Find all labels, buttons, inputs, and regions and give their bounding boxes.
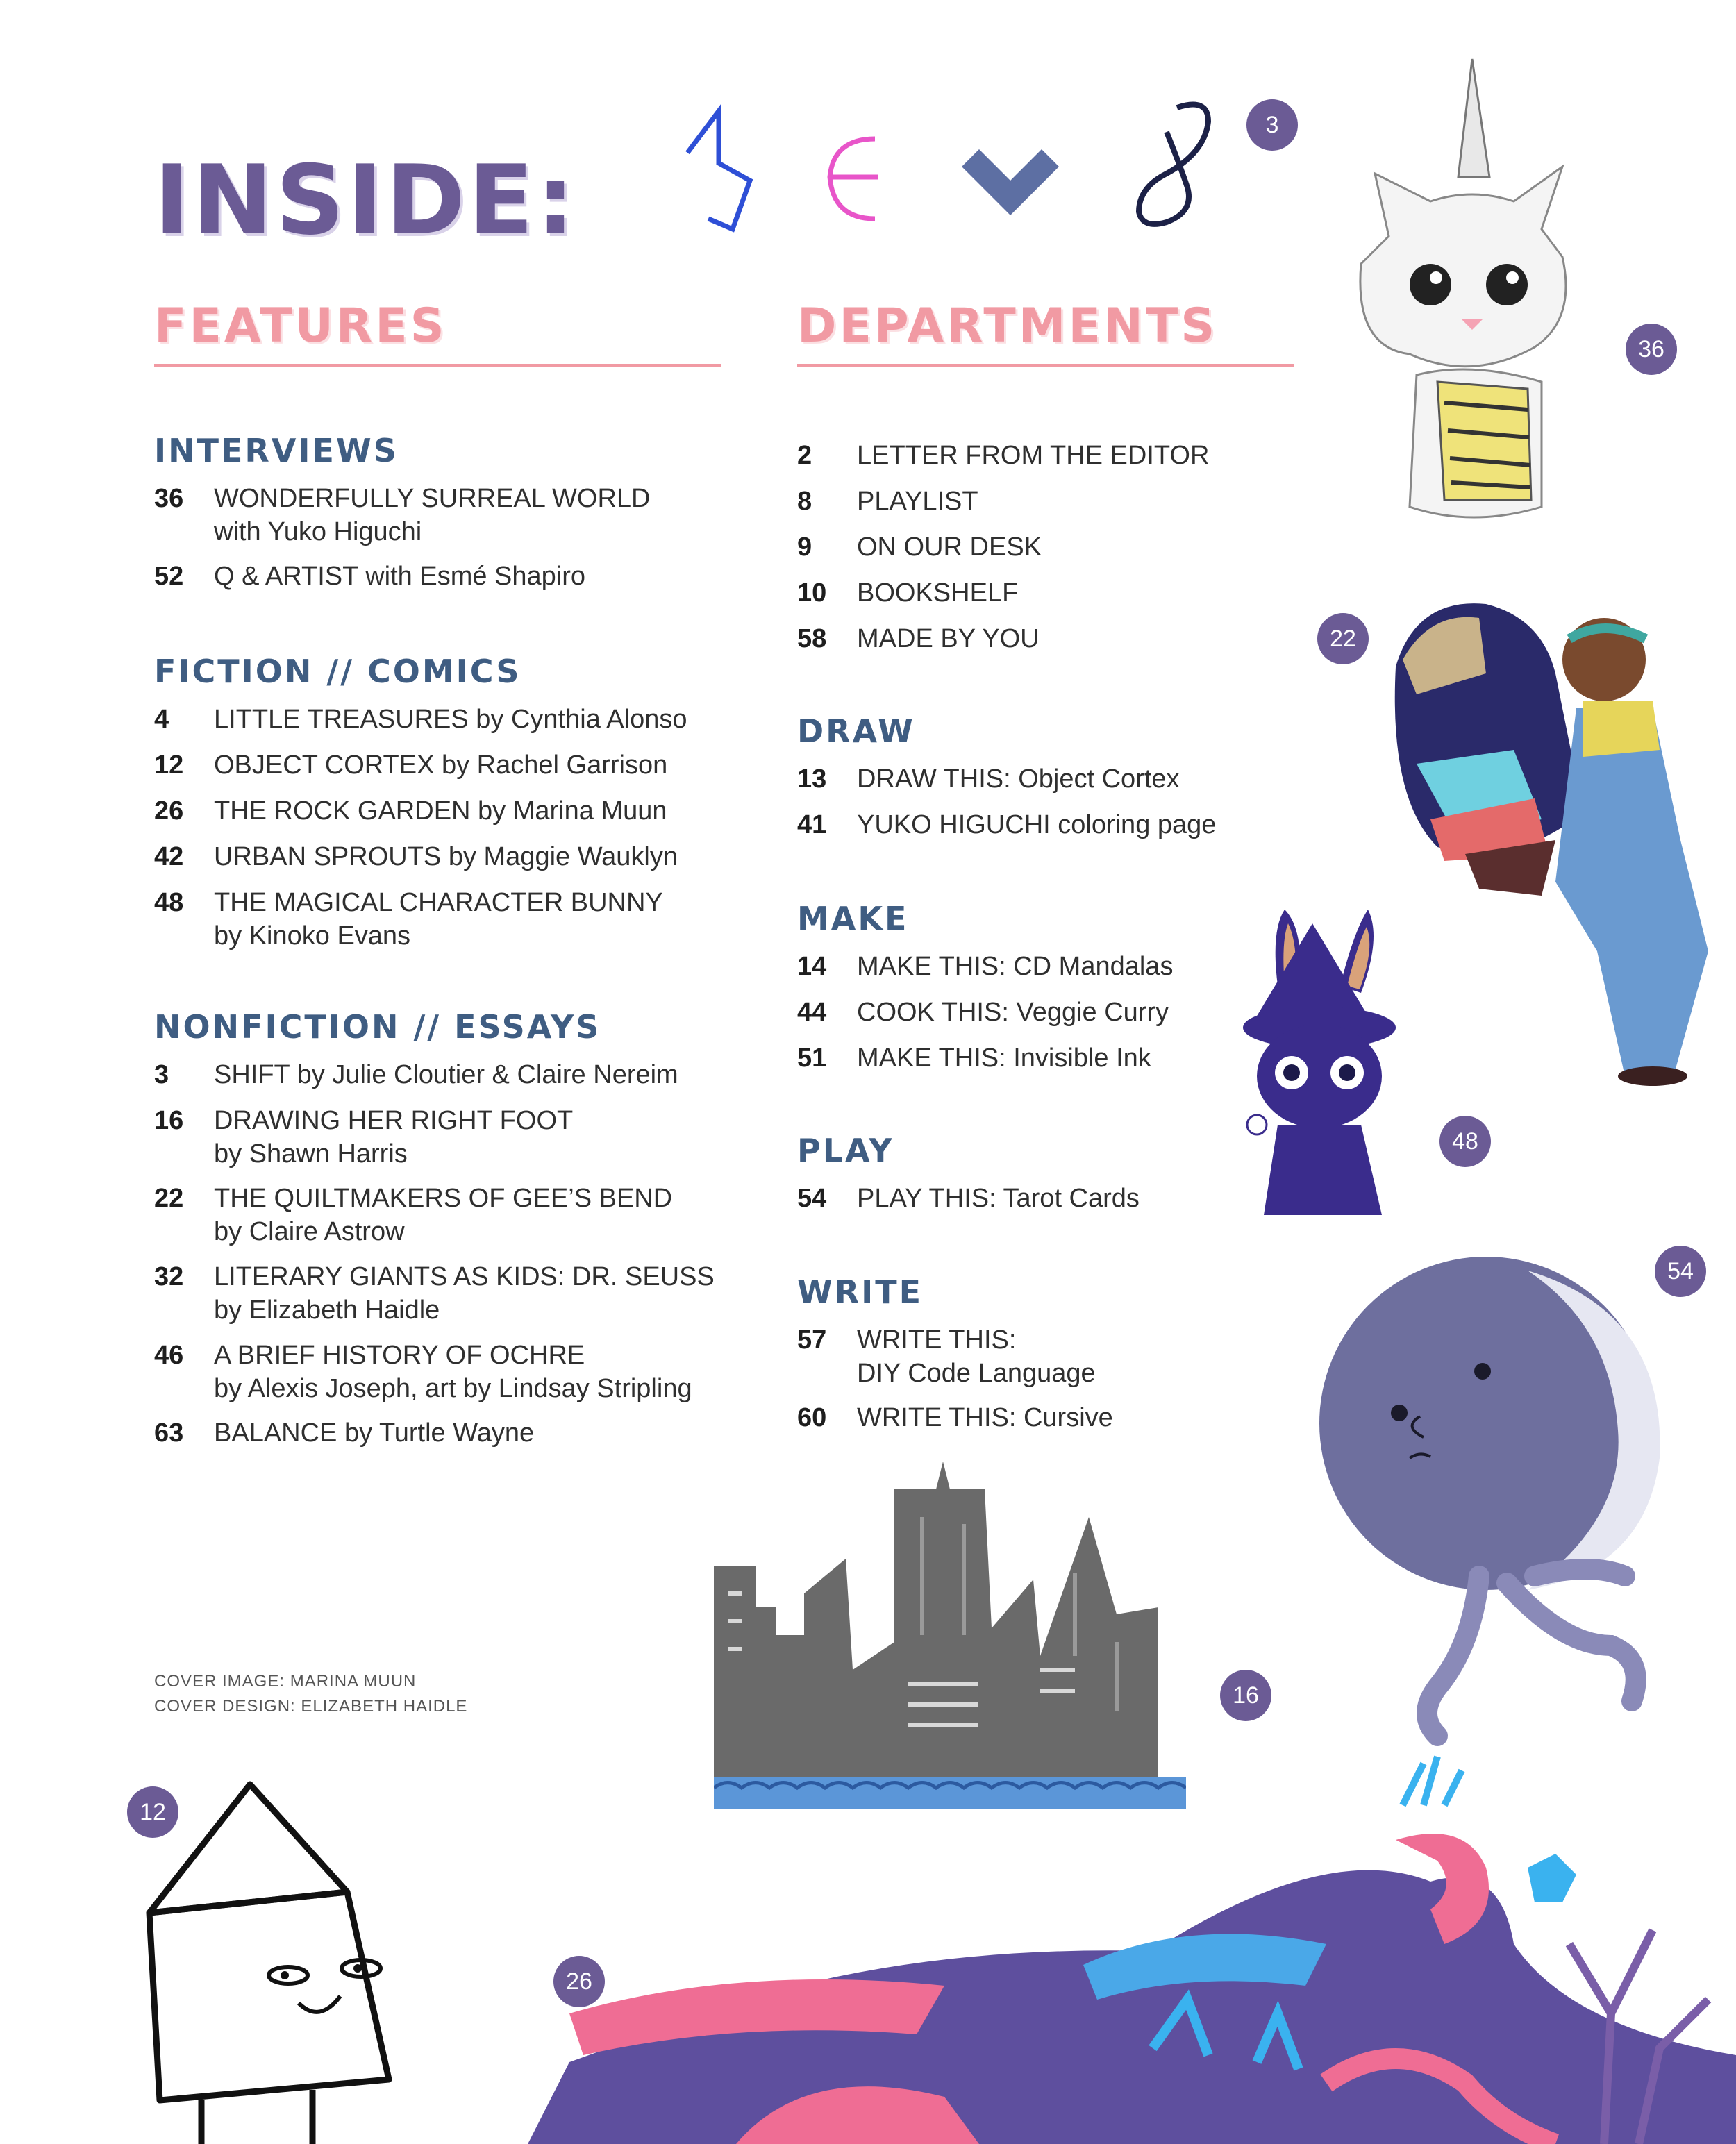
interviews-heading: INTERVIEWS <box>154 432 399 469</box>
entry-byline: DIY Code Language <box>857 1359 1096 1388</box>
toc-entry[interactable] <box>797 808 1216 841</box>
page-badge: 36 <box>1626 324 1677 375</box>
toc-entry[interactable] <box>797 1323 1096 1390</box>
entry-title: WRITE THIS: Cursive <box>857 1403 1113 1432</box>
features-divider <box>154 364 721 367</box>
draw-heading: DRAW <box>797 712 915 750</box>
cover-design-credit: COVER DESIGN: ELIZABETH HAIDLE <box>154 1697 468 1716</box>
page-badge: 26 <box>553 1956 605 2007</box>
entry-byline: by Kinoko Evans <box>214 921 411 950</box>
entry-title: OBJECT CORTEX by Rachel Garrison <box>214 751 668 780</box>
entry-title: MAKE THIS: CD Mandalas <box>857 952 1174 981</box>
toc-entry[interactable] <box>154 482 651 548</box>
entry-title: WONDERFULLY SURREAL WORLD <box>214 484 651 513</box>
entry-title: ON OUR DESK <box>857 533 1042 562</box>
rock-garden-illustration <box>528 1736 1736 2144</box>
entry-title: THE ROCK GARDEN by Marina Muun <box>214 796 667 826</box>
nonfiction-heading: NONFICTION // ESSAYS <box>154 1008 601 1046</box>
page-badge: 3 <box>1246 99 1298 151</box>
entry-title: COOK THIS: Veggie Curry <box>857 998 1169 1027</box>
toc-entry[interactable] <box>154 1339 692 1405</box>
symbol-e-icon <box>830 139 878 219</box>
page-number: 32 <box>154 1262 184 1291</box>
features-heading: FEATURES <box>154 299 447 353</box>
toc-entry[interactable] <box>154 1058 678 1091</box>
entry-title: PLAYLIST <box>857 487 978 516</box>
toc-entry[interactable] <box>797 1041 1151 1075</box>
page-number: 42 <box>154 842 184 871</box>
page-number: 10 <box>797 578 827 608</box>
symbol-s-icon <box>1139 105 1208 224</box>
house-character-illustration <box>139 1781 417 2144</box>
page-number: 46 <box>154 1341 184 1370</box>
page-number: 57 <box>797 1325 827 1355</box>
page-number: 52 <box>154 562 184 591</box>
entry-byline: by Shawn Harris <box>214 1139 408 1169</box>
entry-title: WRITE THIS: <box>857 1325 1017 1355</box>
page-number: 54 <box>797 1184 827 1213</box>
entry-title: DRAWING HER RIGHT FOOT <box>214 1106 574 1135</box>
page-badge: 16 <box>1220 1670 1271 1721</box>
cover-image-credit: COVER IMAGE: MARINA MUUN <box>154 1672 417 1691</box>
entry-title: THE MAGICAL CHARACTER BUNNY <box>214 888 663 917</box>
toc-entry[interactable] <box>797 622 1040 655</box>
toc-entry[interactable] <box>797 439 1209 472</box>
page-number: 16 <box>154 1106 184 1135</box>
page-number: 58 <box>797 624 827 653</box>
fiction-heading: FICTION // COMICS <box>154 653 521 690</box>
entry-byline: by Alexis Joseph, art by Lindsay Stripling <box>214 1374 692 1403</box>
entry-title: LITTLE TREASURES by Cynthia Alonso <box>214 705 687 734</box>
write-heading: WRITE <box>797 1273 924 1311</box>
toc-entry[interactable] <box>797 576 1018 610</box>
entry-byline: with Yuko Higuchi <box>214 517 422 546</box>
page-number: 9 <box>797 533 812 562</box>
toc-entry[interactable] <box>154 1260 715 1327</box>
page-number: 2 <box>797 441 812 470</box>
toc-entry[interactable] <box>797 1182 1140 1215</box>
quilt-girl-illustration <box>1375 590 1736 1090</box>
moon-character-illustration <box>1299 1257 1715 1784</box>
page-number: 44 <box>797 998 827 1027</box>
page-badge: 54 <box>1655 1246 1706 1297</box>
page-number: 13 <box>797 764 827 794</box>
entry-title: LITERARY GIANTS AS KIDS: DR. SEUSS <box>214 1262 715 1291</box>
entry-title: URBAN SPROUTS by Maggie Wauklyn <box>214 842 678 871</box>
page-number: 8 <box>797 487 812 516</box>
toc-entry[interactable] <box>797 950 1173 983</box>
entry-title: Q & ARTIST with Esmé Shapiro <box>214 562 586 591</box>
entry-title: A BRIEF HISTORY OF OCHRE <box>214 1341 585 1370</box>
page-badge: 48 <box>1439 1116 1491 1167</box>
toc-entry[interactable] <box>797 530 1042 564</box>
page-number: 63 <box>154 1418 184 1448</box>
page-number: 3 <box>154 1060 169 1089</box>
page-number: 36 <box>154 484 184 513</box>
page-title: INSIDE: <box>154 144 578 256</box>
toc-entry[interactable] <box>797 762 1180 796</box>
page-number: 12 <box>154 751 184 780</box>
entry-title: THE QUILTMAKERS OF GEE’S BEND <box>214 1184 673 1213</box>
entry-title: BOOKSHELF <box>857 578 1019 608</box>
entry-title: YUKO HIGUCHI coloring page <box>857 810 1217 839</box>
toc-entry[interactable] <box>797 485 978 518</box>
symbol-3-icon <box>687 111 750 229</box>
departments-heading: DEPARTMENTS <box>797 299 1218 353</box>
entry-title: MAKE THIS: Invisible Ink <box>857 1044 1151 1073</box>
toc-entry[interactable] <box>797 1401 1113 1434</box>
make-heading: MAKE <box>797 900 909 937</box>
entry-byline: by Claire Astrow <box>214 1217 405 1246</box>
toc-entry[interactable] <box>154 703 687 736</box>
page-number: 48 <box>154 888 184 917</box>
toc-entry[interactable] <box>154 794 667 828</box>
page-number: 22 <box>154 1184 184 1213</box>
entry-byline: by Elizabeth Haidle <box>214 1296 440 1325</box>
play-heading: PLAY <box>797 1132 894 1169</box>
symbol-chevron-icon <box>962 149 1059 215</box>
page-number: 14 <box>797 952 827 981</box>
page-badge: 12 <box>127 1786 178 1838</box>
page-number: 51 <box>797 1044 827 1073</box>
entry-title: LETTER FROM THE EDITOR <box>857 441 1210 470</box>
page-number: 26 <box>154 796 184 826</box>
entry-title: SHIFT by Julie Cloutier & Claire Nereim <box>214 1060 678 1089</box>
departments-divider <box>797 364 1294 367</box>
toc-entry[interactable] <box>154 840 678 873</box>
entry-title: BALANCE by Turtle Wayne <box>214 1418 535 1448</box>
toc-entry[interactable] <box>154 1182 672 1248</box>
entry-title: MADE BY YOU <box>857 624 1040 653</box>
page-badge: 22 <box>1317 613 1369 664</box>
toc-entry[interactable] <box>154 886 663 953</box>
page-number: 41 <box>797 810 827 839</box>
shift-symbols <box>681 90 1222 236</box>
entry-title: PLAY THIS: Tarot Cards <box>857 1184 1140 1213</box>
toc-entry[interactable] <box>797 996 1169 1029</box>
toc-entry[interactable] <box>154 748 667 782</box>
page-number: 60 <box>797 1403 827 1432</box>
toc-entry[interactable] <box>154 560 585 593</box>
entry-title: DRAW THIS: Object Cortex <box>857 764 1180 794</box>
kitten-unicorn-illustration <box>1333 56 1597 528</box>
toc-entry[interactable] <box>154 1416 534 1450</box>
toc-entry[interactable] <box>154 1104 573 1171</box>
witch-bunny-illustration <box>1236 903 1417 1215</box>
page-number: 4 <box>154 705 169 734</box>
